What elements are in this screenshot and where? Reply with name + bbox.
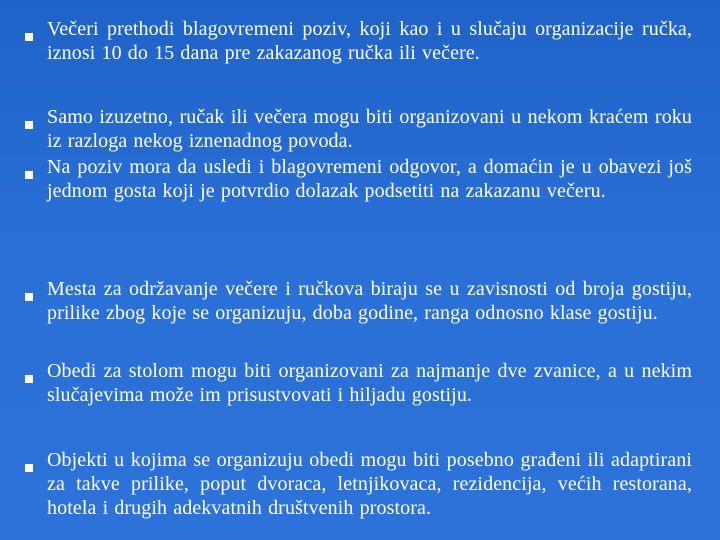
square-bullet-icon (25, 33, 33, 41)
bullet-text: Na poziv mora da usledi i blagovremeni odgovor, a domaćin je u obavezi još jednom gosta koji je potvrdio dolazak podsetiti na zakazanu večeru. (47, 156, 692, 202)
bullet-text: Samo izuzetno, ručak ili večera mogu biti organizovani u nekom kraćem roku iz razloga nekog iznenadnog povoda. (47, 106, 692, 152)
square-bullet-icon (25, 121, 33, 129)
bullet-text: Objekti u kojima se organizuju obedi mogu biti posebno građeni ili adaptirani za takve prilike, poput dvoraca, letnjikovaca, rezidencija, većih restorana, hotela i drugih adekvatnih društvenih prostora. (47, 449, 692, 519)
bullet-text: Mesta za održavanje večere i ručkova biraju se u zavisnosti od broja gostiju, prilike zbog koje se organizuju, doba godine, ranga odnosno klase gostiju. (47, 278, 692, 324)
square-bullet-icon (25, 171, 33, 179)
square-bullet-icon (25, 293, 33, 301)
bullet-text: Obedi za stolom mogu biti organizovani za najmanje dve zvanice, a u nekim slučajevima može im prisustvovati i hiljadu gostiju. (47, 360, 692, 406)
square-bullet-icon (25, 375, 33, 383)
square-bullet-icon (25, 464, 33, 472)
bullet-text: Večeri prethodi blagovremeni poziv, koji kao i u slučaju organizacije ručka, iznosi 10 do 15 dana pre zakazanog ručka ili večere. (47, 18, 692, 64)
